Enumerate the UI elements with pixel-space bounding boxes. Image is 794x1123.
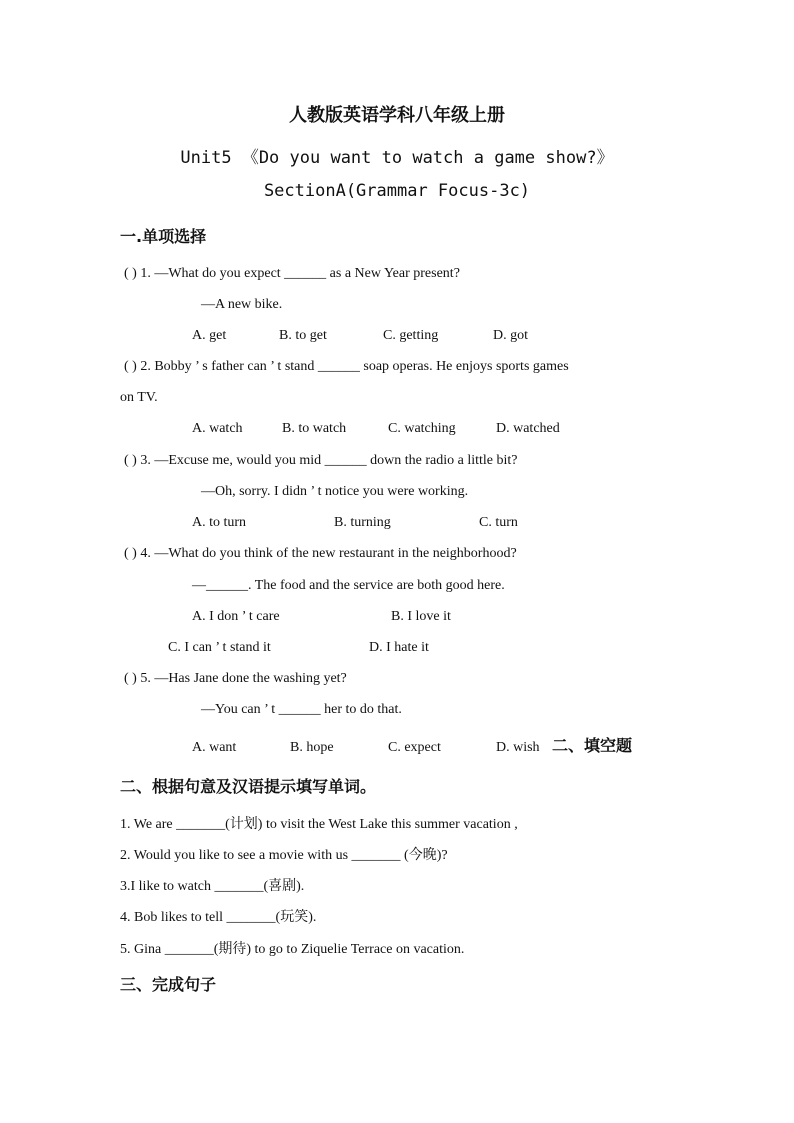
fill-item-1: 1. We are _______(计划) to visit the West Lake this summer vacation , bbox=[120, 817, 518, 832]
section2-heading: 二、根据句意及汉语提示填写单词。 bbox=[120, 777, 377, 796]
q5-option-d: D. wish bbox=[496, 740, 540, 755]
q3-answer: —Oh, sorry. I didn ’ t notice you were working. bbox=[201, 484, 469, 499]
q2-option-a: A. watch bbox=[192, 421, 243, 436]
q1-option-c: C. getting bbox=[383, 328, 439, 343]
q1-option-d: D. got bbox=[493, 328, 528, 343]
q2-option-b: B. to watch bbox=[282, 421, 347, 436]
q2-option-d: D. watched bbox=[496, 421, 560, 436]
q3-option-a: A. to turn bbox=[192, 515, 247, 530]
q2-stem-cont: on TV. bbox=[120, 390, 158, 405]
section3-heading: 三、完成句子 bbox=[120, 975, 217, 994]
fill-item-2: 2. Would you like to see a movie with us _______ (今晚)? bbox=[120, 848, 448, 863]
q1-option-b: B. to get bbox=[279, 328, 327, 343]
q4-option-a: A. I don ’ t care bbox=[192, 609, 280, 624]
fill-item-5: 5. Gina _______(期待) to go to Ziquelie Terrace on vacation. bbox=[120, 942, 465, 957]
q3-stem: ( ) 3. —Excuse me, would you mid ______ down the radio a little bit? bbox=[124, 453, 518, 468]
fill-item-3: 3.I like to watch _______(喜剧). bbox=[120, 879, 305, 894]
q4-answer: —______. The food and the service are both good here. bbox=[192, 578, 505, 593]
q5-option-b: B. hope bbox=[290, 740, 334, 755]
q5-stem: ( ) 5. —Has Jane done the washing yet? bbox=[124, 671, 347, 686]
fill-item-4: 4. Bob likes to tell _______(玩笑). bbox=[120, 910, 317, 925]
q2-stem: ( ) 2. Bobby ’ s father can ’ t stand ______ soap operas. He enjoys sports games bbox=[124, 359, 569, 374]
section-title: SectionA(Grammar Focus-3c) bbox=[263, 181, 531, 201]
section1-heading: 一.单项选择 bbox=[120, 227, 207, 246]
unit-title: Unit5 《Do you want to watch a game show?》 bbox=[180, 148, 614, 168]
q1-stem: ( ) 1. —What do you expect ______ as a New Year present? bbox=[124, 266, 460, 281]
q4-option-c: C. I can ’ t stand it bbox=[168, 640, 271, 655]
q5-option-c: C. expect bbox=[388, 740, 441, 755]
inline-heading: 二、填空题 bbox=[552, 736, 633, 755]
q2-option-c: C. watching bbox=[388, 421, 456, 436]
q1-option-a: A. get bbox=[192, 328, 227, 343]
q5-answer: —You can ’ t ______ her to do that. bbox=[201, 702, 402, 717]
document-title: 人教版英语学科八年级上册 bbox=[289, 105, 505, 126]
q4-stem: ( ) 4. —What do you think of the new restaurant in the neighborhood? bbox=[124, 546, 517, 561]
q5-option-a: A. want bbox=[192, 740, 237, 755]
q1-answer: —A new bike. bbox=[201, 297, 283, 312]
q3-option-c: C. turn bbox=[479, 515, 518, 530]
q4-option-b: B. I love it bbox=[391, 609, 451, 624]
q4-option-d: D. I hate it bbox=[369, 640, 429, 655]
q3-option-b: B. turning bbox=[334, 515, 391, 530]
